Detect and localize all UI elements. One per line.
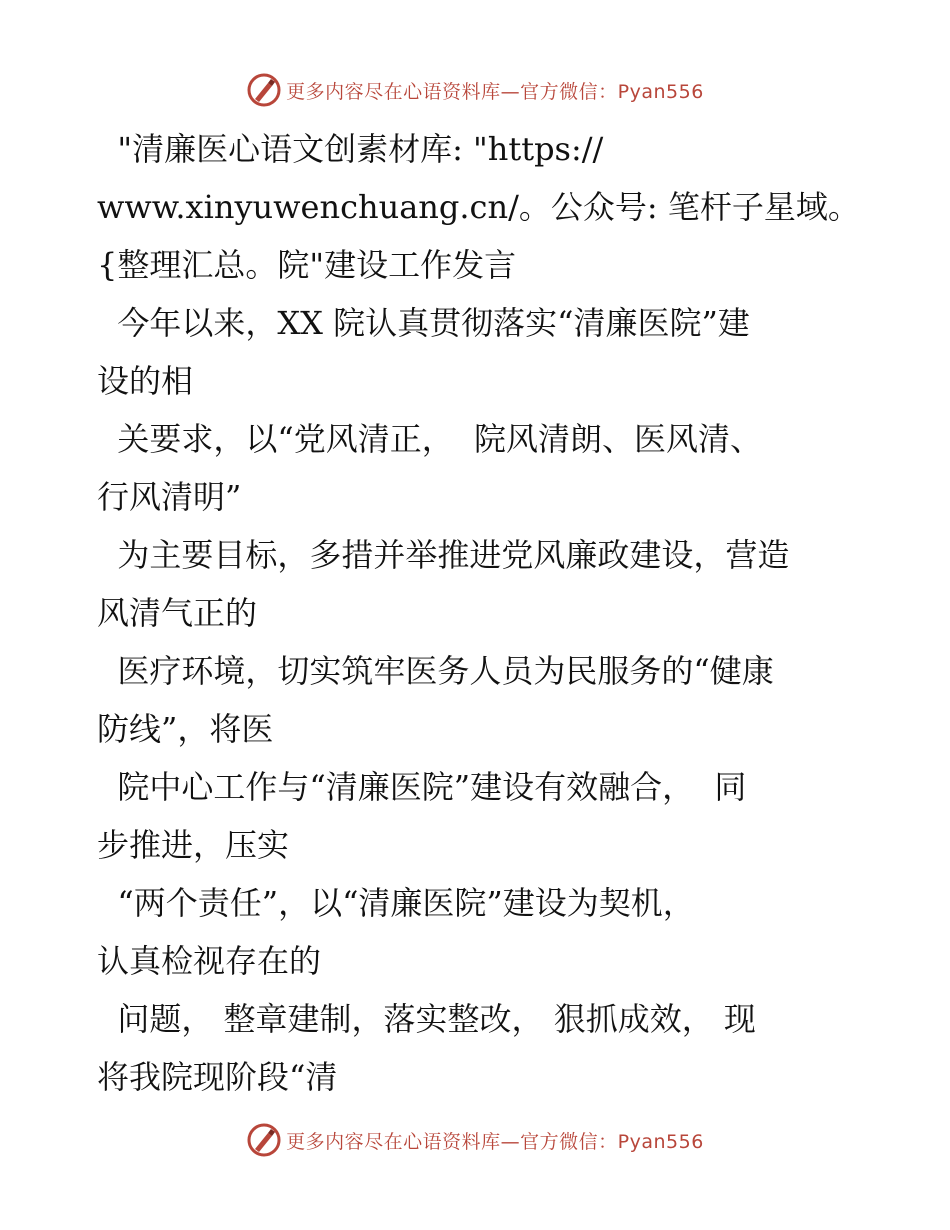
watermark-text: 更多内容尽在心语资料库—官方微信：Pyan556 — [286, 1130, 704, 1153]
text-line: “两个责任”，以“清廉医院”建设为契机， — [97, 884, 695, 922]
text-line: 防线”，将医 — [97, 710, 274, 748]
text-line: 问题， 整章建制，落实整改， 狠抓成效， 现 — [97, 1000, 756, 1038]
pen-logo-icon — [246, 72, 282, 108]
text-line: 将我院现阶段“清 — [97, 1058, 338, 1096]
watermark-text: 更多内容尽在心语资料库—官方微信：Pyan556 — [286, 80, 704, 103]
text-line: 医疗环境，切实筑牢医务人员为民服务的“健康 — [97, 652, 774, 690]
text-line: 为主要目标，多措并举推进党风廉政建设，营造 — [97, 536, 790, 574]
text-line: 步推进，压实 — [97, 826, 290, 864]
text-line: 院中心工作与“清廉医院”建设有效融合， 同 — [97, 768, 747, 806]
text-line: 风清气正的 — [97, 594, 258, 632]
text-line: www.xinyuwenchuang.cn/。公众号: 笔杆子星域。 — [97, 188, 860, 226]
footer-watermark — [0, 1118, 950, 1162]
text-line: 今年以来，XX 院认真贯彻落实“清廉医院”建 — [97, 304, 750, 342]
text-line: "清廉医心语文创素材库: "https:// — [97, 130, 604, 168]
text-line: 设的相 — [97, 362, 194, 400]
text-line: 关要求，以“党风清正， 院风清朗、医风清、 — [97, 420, 763, 458]
header-watermark — [0, 68, 950, 112]
pen-logo-icon — [246, 1122, 282, 1158]
text-line: 认真检视存在的 — [97, 942, 322, 980]
document-body — [97, 120, 867, 1106]
text-line: {整理汇总。院"建设工作发言 — [97, 246, 517, 284]
text-line: 行风清明” — [97, 478, 242, 516]
